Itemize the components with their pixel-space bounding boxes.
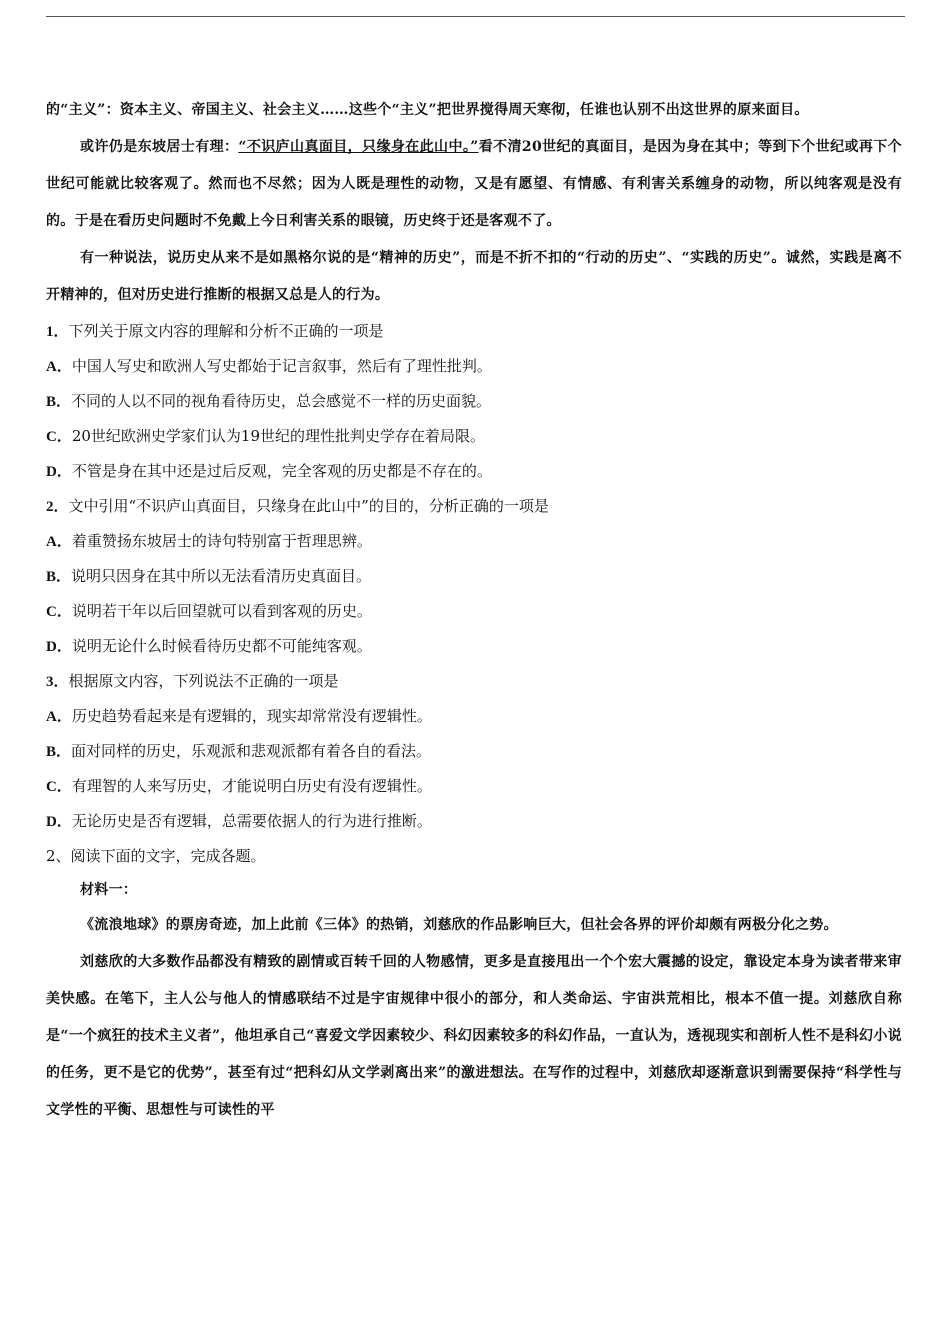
answer-option[interactable] xyxy=(46,524,902,559)
passage-paragraph: 有一种说法，说历史从来不是如黑格尔说的是“精神的历史”，而是不折不扣的“行动的历史”、“实践的历史”。诚然，实践是离不开精神的，但对历史进行推断的根据又总是人的行为。 xyxy=(46,250,902,303)
document-body xyxy=(46,92,902,1129)
option-letter: A． xyxy=(46,709,72,725)
option-letter: D． xyxy=(46,464,72,480)
passage-paragraph: 的“主义”：资本主义、帝国主义、社会主义……这些个“主义”把世界搅得周天寒彻，任谁也认别不出这世界的原来面目。 xyxy=(46,102,809,118)
option-text: 说明无论什么时候看待历史都不可能纯客观。 xyxy=(71,637,372,655)
answer-option[interactable] xyxy=(46,419,902,454)
option-text: 中国人写史和欧洲人写史都始于记言叙事，然后有了理性批判。 xyxy=(71,357,492,375)
question-stem xyxy=(46,489,902,524)
option-text: 说明若干年以后回望就可以看到客观的历史。 xyxy=(71,602,372,620)
question-text: 根据原文内容，下列说法不正确的一项是 xyxy=(68,672,339,690)
answer-option[interactable] xyxy=(46,454,902,489)
option-letter: A． xyxy=(46,359,72,375)
option-text: 历史趋势看起来是有逻辑的，现实却常常没有逻辑性。 xyxy=(71,707,432,725)
question-text: 下列关于原文内容的理解和分析不正确的一项是 xyxy=(68,322,384,340)
option-letter: B． xyxy=(46,394,72,410)
option-text: 无论历史是否有逻辑，总需要依据人的行为进行推断。 xyxy=(71,812,432,830)
answer-option[interactable] xyxy=(46,594,902,629)
header-rule xyxy=(46,16,905,17)
option-letter: D． xyxy=(46,814,72,830)
option-text: 不管是身在其中还是过后反观，完全客观的历史都是不存在的。 xyxy=(71,462,492,480)
answer-option[interactable] xyxy=(46,384,902,419)
option-text: 着重赞扬东坡居士的诗句特别富于哲理思辨。 xyxy=(71,532,372,550)
option-text: 不同的人以不同的视角看待历史，总会感觉不一样的历史面貌。 xyxy=(71,392,492,410)
answer-option[interactable] xyxy=(46,804,902,839)
option-text: 面对同样的历史，乐观派和悲观派都有着各自的看法。 xyxy=(71,742,432,760)
passage-paragraph xyxy=(46,129,902,240)
option-text: 有理智的人来写历史，才能说明白历史有没有逻辑性。 xyxy=(71,777,432,795)
answer-option[interactable] xyxy=(46,734,902,769)
option-letter: B． xyxy=(46,744,72,760)
question-number: 2． xyxy=(46,499,69,515)
question-number: 3． xyxy=(46,674,69,690)
option-letter: A． xyxy=(46,534,72,550)
option-letter: C． xyxy=(46,779,72,795)
question-stem xyxy=(46,664,902,699)
poem-quote: “不识庐山真面目，只缘身在此山中。” xyxy=(238,139,479,155)
option-letter: C． xyxy=(46,429,72,445)
option-letter: D． xyxy=(46,639,72,655)
section-heading: 2、阅读下面的文字，完成各题。 xyxy=(46,847,266,865)
material-label: 材料一： xyxy=(80,882,138,898)
passage-paragraph: 刘慈欣的大多数作品都没有精致的剧情或百转千回的人物感情，更多是直接甩出一个个宏大震撼的设定，靠设定本身为读者带来审美快感。在笔下，主人公与他人的情感联结不过是宇宙规律中很小的部分，和人类命运、宇宙洪荒相比，根本不值一提。刘慈欣自称是“一个疯狂的技术主义者”，他坦承自己“喜爱文学因素较少、科幻因素较多的科幻作品，一直认为，透视现实和剖析人性不是科幻小说的任务，更不是它的优势”，甚至有过“把科幻从文学剥离出来”的激进想法。在写作的过程中，刘慈欣却逐渐意识到需要保持“科学性与文学性的平衡、思想性与可读性的平 xyxy=(46,954,902,1118)
option-text: 20世纪欧洲史学家们认为19世纪的理性批判史学存在着局限。 xyxy=(71,427,486,445)
answer-option[interactable] xyxy=(46,349,902,384)
question-text: 文中引用“不识庐山真面目，只缘身在此山中”的目的，分析正确的一项是 xyxy=(68,497,549,515)
answer-option[interactable] xyxy=(46,629,902,664)
option-letter: C． xyxy=(46,604,72,620)
answer-option[interactable] xyxy=(46,559,902,594)
answer-option[interactable] xyxy=(46,699,902,734)
option-text: 说明只因身在其中所以无法看清历史真面目。 xyxy=(71,567,372,585)
answer-option[interactable] xyxy=(46,769,902,804)
option-letter: B． xyxy=(46,569,72,585)
question-number: 1． xyxy=(46,324,69,340)
paragraph-text: 看不清20世纪的真面目，是因为身在其中；等到下个世纪或再下个世纪可能就比较客观了。然而也不尽然；因为人既是理性的动物，又是有愿望、有情感、有利害关系缠身的动物，所以纯客观是没有的。于是在看历史问题时不免戴上今日利害关系的眼镜，历史终于还是客观不了。 xyxy=(46,139,902,229)
question-stem xyxy=(46,314,902,349)
paragraph-text: 或许仍是东坡居士有理： xyxy=(80,139,239,155)
passage-paragraph: 《流浪地球》的票房奇迹，加上此前《三体》的热销，刘慈欣的作品影响巨大，但社会各界的评价却颇有两极分化之势。 xyxy=(80,917,838,933)
